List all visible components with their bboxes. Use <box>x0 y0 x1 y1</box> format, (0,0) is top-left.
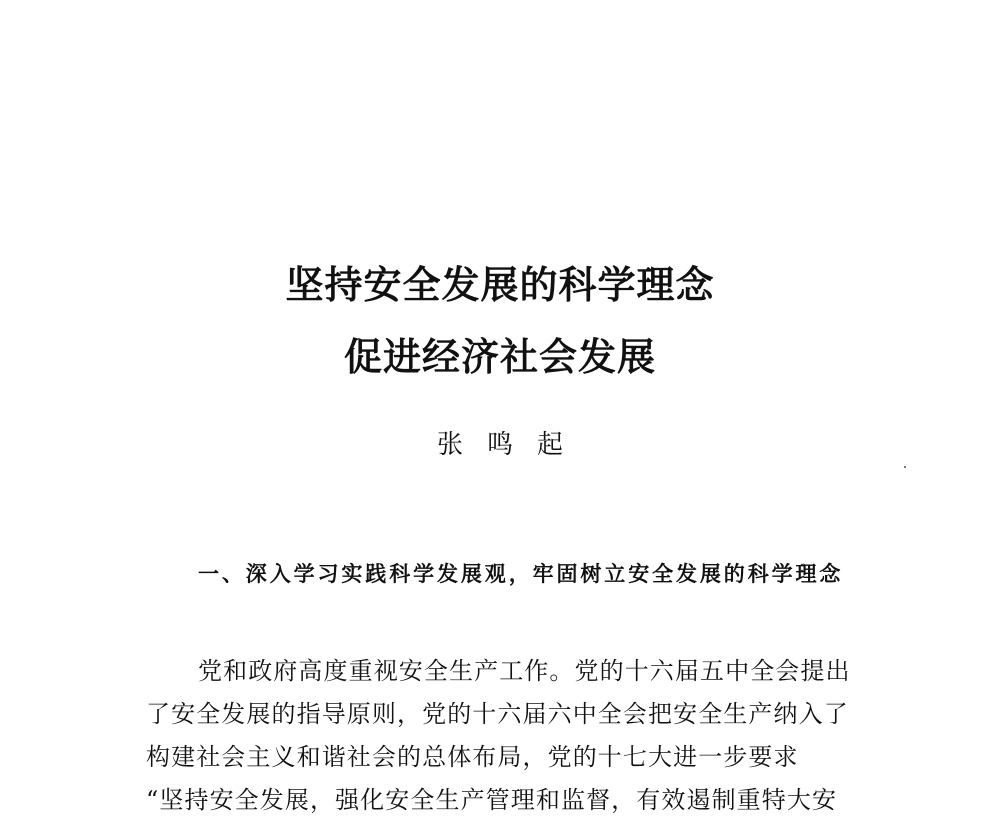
section-heading: 一、深入学习实践科学发展观，牢固树立安全发展的科学理念 <box>198 562 844 586</box>
scan-speck <box>904 466 906 468</box>
document-title-line-1: 坚持安全发展的科学理念 <box>285 262 715 307</box>
body-paragraph: 党和政府高度重视安全生产工作。党的十六届五中全会提出 了安全发展的指导原则，党的十六届六中全会把安全生产纳入了 构建社会主义和谐社会的总体布局，党的十七大进一步要求 “坚持安全发展，强化安全生产管理和监督，有效遏制重特大安 <box>146 657 851 814</box>
document-title-line-2: 促进经济社会发展 <box>343 334 656 379</box>
author-name: 张鸣起 <box>436 430 587 460</box>
